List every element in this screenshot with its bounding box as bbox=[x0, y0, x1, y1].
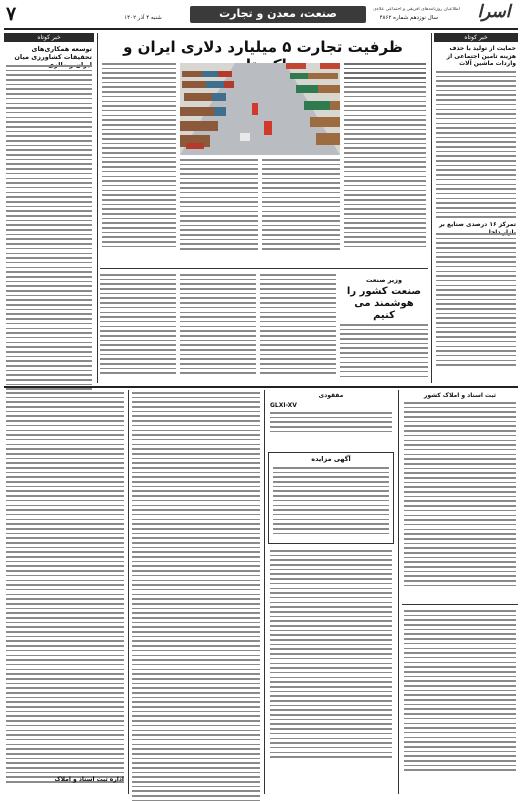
notice-col-2 bbox=[132, 392, 260, 801]
main-story-bottom-rule bbox=[100, 268, 428, 269]
interview-headline: صنعت کشور را هوشمند می کنیم bbox=[346, 286, 422, 321]
page-header bbox=[4, 4, 518, 26]
notice-divider-3 bbox=[398, 390, 399, 794]
column-divider-right bbox=[431, 33, 432, 383]
adv-body bbox=[273, 467, 389, 534]
newspaper-logo: اسرا bbox=[477, 2, 511, 22]
main-body-col-a bbox=[102, 63, 176, 247]
left-news-column bbox=[4, 33, 94, 383]
header-rule bbox=[4, 28, 518, 30]
right-column-tab: خبر کوتاه bbox=[434, 33, 518, 42]
right-news-column bbox=[434, 33, 518, 383]
section-title: صنعت، معدن و تجارت bbox=[219, 7, 337, 20]
interview-kicker: وزیر صنعت bbox=[365, 276, 402, 284]
column-divider-left bbox=[97, 33, 98, 383]
left-column-body bbox=[6, 65, 92, 390]
notice-col-4-body-a bbox=[404, 402, 516, 586]
notice-divider-2 bbox=[264, 390, 265, 794]
notices-top-rule bbox=[4, 386, 518, 388]
mid-notice-code: GLXI-XV bbox=[270, 402, 297, 409]
page-number: ۷ bbox=[6, 3, 17, 25]
left-column-headline: توسعه همکاری‌های تحقیقات کشاورزی میان bbox=[14, 45, 92, 61]
paper-subtitle: اطلاعیان روزنامه‌های آفریقی و اجتماعی علاءی bbox=[373, 7, 460, 12]
interview-body-left-b bbox=[180, 274, 256, 374]
notice-col-3 bbox=[268, 392, 394, 792]
notice-col-1 bbox=[6, 392, 124, 783]
adv-box bbox=[268, 452, 394, 544]
agency-line: ثبت اسناد و املاک کشور bbox=[423, 392, 497, 399]
mid-notice-body-2 bbox=[270, 550, 392, 758]
main-body-col-c bbox=[262, 159, 340, 250]
right-column-headline: حمایت از تولید با حذف هزینه تامین اجتماعی از واردات ماشین آلات bbox=[446, 45, 516, 68]
interview-body-left-a bbox=[100, 274, 176, 374]
main-body-col-b bbox=[180, 159, 258, 250]
right-column-body-b bbox=[436, 233, 516, 366]
adv-heading: آگهی مزایده bbox=[311, 455, 351, 463]
notice-divider-1 bbox=[128, 390, 129, 794]
port-containers-photo bbox=[180, 63, 340, 155]
right-column-subhead: تمرکز ۱۶ درصدی صنایع بر bbox=[438, 221, 516, 228]
notice-col-4-body-b bbox=[404, 610, 516, 771]
issue-line: سال نوزدهم شماره ۴۸۶۲ bbox=[379, 15, 438, 21]
notice-col-4-rule bbox=[402, 604, 518, 605]
notice-col-4 bbox=[402, 392, 518, 792]
date-line: شنبه ۴ آذر ۱۴۰۲ bbox=[124, 15, 162, 21]
right-column-body-a bbox=[436, 71, 516, 218]
left-column-tab: خبر کوتاه bbox=[4, 33, 94, 42]
mid-notice-body bbox=[270, 412, 392, 432]
mid-notice-heading: مفقودی bbox=[318, 392, 344, 399]
interview-headline-box bbox=[340, 276, 428, 320]
bottom-notice-title: اداره ثبت اسناد و املاک bbox=[54, 776, 124, 783]
interview-body-left-c bbox=[260, 274, 336, 374]
main-body-col-d bbox=[344, 63, 426, 247]
interview-body-right bbox=[340, 324, 428, 377]
main-headline: ظرفیت تجارت ۵ میلیارد دلاری ایران و bbox=[123, 38, 403, 56]
